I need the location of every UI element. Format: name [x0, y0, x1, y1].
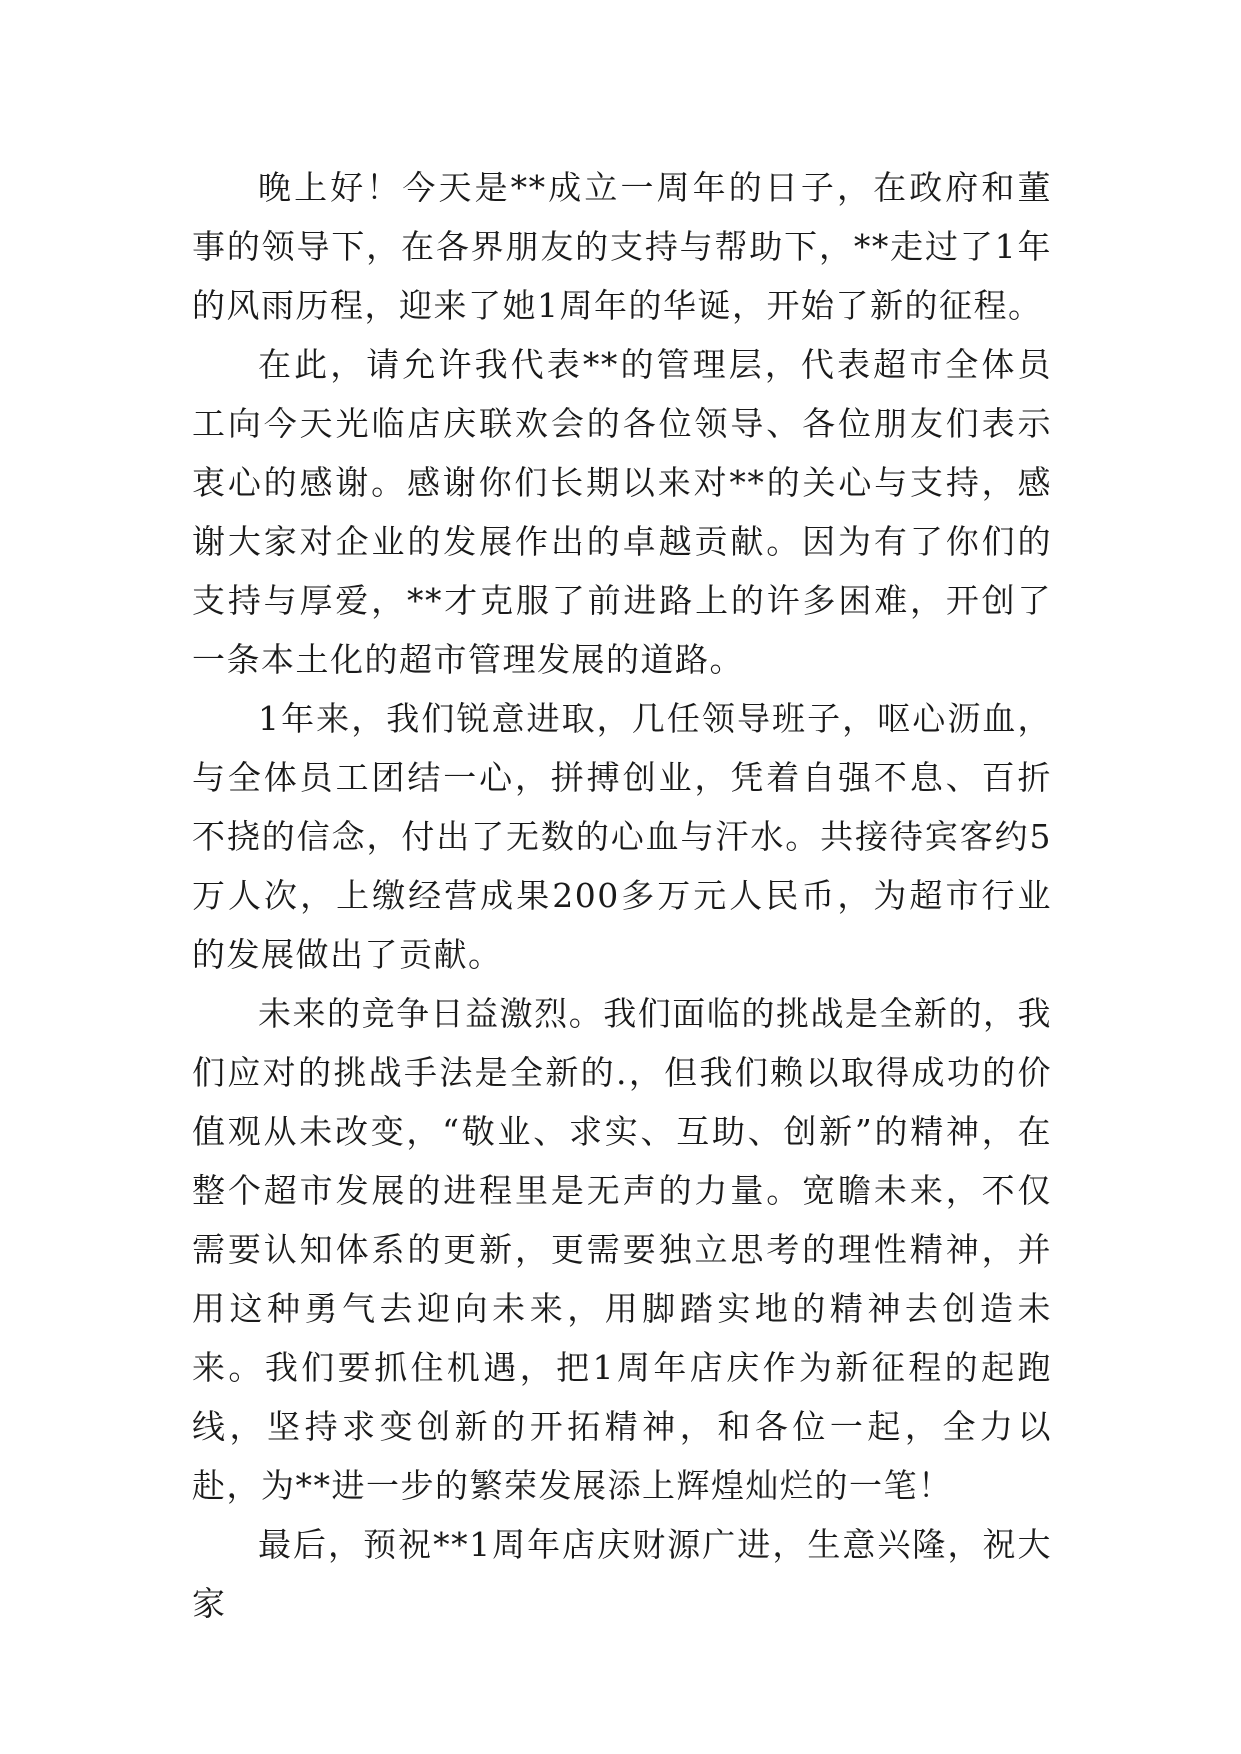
- paragraph-thanks: 在此，请允许我代表**的管理层，代表超市全体员工向今天光临店庆联欢会的各位领导、各位朋友们表示衷心的感谢。感谢你们长期以来对**的关心与支持，感谢大家对企业的发展作出的卓越贡献。因为有了你们的支持与厚爱，**才克服了前进路上的许多困难，开创了一条本土化的超市管理发展的道路。: [192, 345, 1052, 679]
- paragraph-closing: 最后，预祝**1周年店庆财源广进，生意兴隆，祝大家: [192, 1525, 1052, 1623]
- document-body: [192, 158, 1052, 1633]
- paragraph-achievements: 1年来，我们锐意进取，几任领导班子，呕心沥血，与全体员工团结一心，拼搏创业，凭着自强不息、百折不挠的信念，付出了无数的心血与汗水。共接待宾客约5万人次，上缴经营成果200多万元人民币，为超市行业的发展做出了贡献。: [192, 699, 1052, 974]
- paragraph-greeting: 晚上好！今天是**成立一周年的日子，在政府和董事的领导下，在各界朋友的支持与帮助下，**走过了1年的风雨历程，迎来了她1周年的华诞，开始了新的征程。: [192, 168, 1052, 325]
- paragraph-future: 未来的竞争日益激烈。我们面临的挑战是全新的，我们应对的挑战手法是全新的.，但我们赖以取得成功的价值观从未改变，“敬业、求实、互助、创新”的精神，在整个超市发展的进程里是无声的力量。宽瞻未来，不仅需要认知体系的更新，更需要独立思考的理性精神，并用这种勇气去迎向未来，用脚踏实地的精神去创造未来。我们要抓住机遇，把1周年店庆作为新征程的起跑线，坚持求变创新的开拓精神，和各位一起，全力以赴，为**进一步的繁荣发展添上辉煌灿烂的一笔！: [192, 994, 1052, 1505]
